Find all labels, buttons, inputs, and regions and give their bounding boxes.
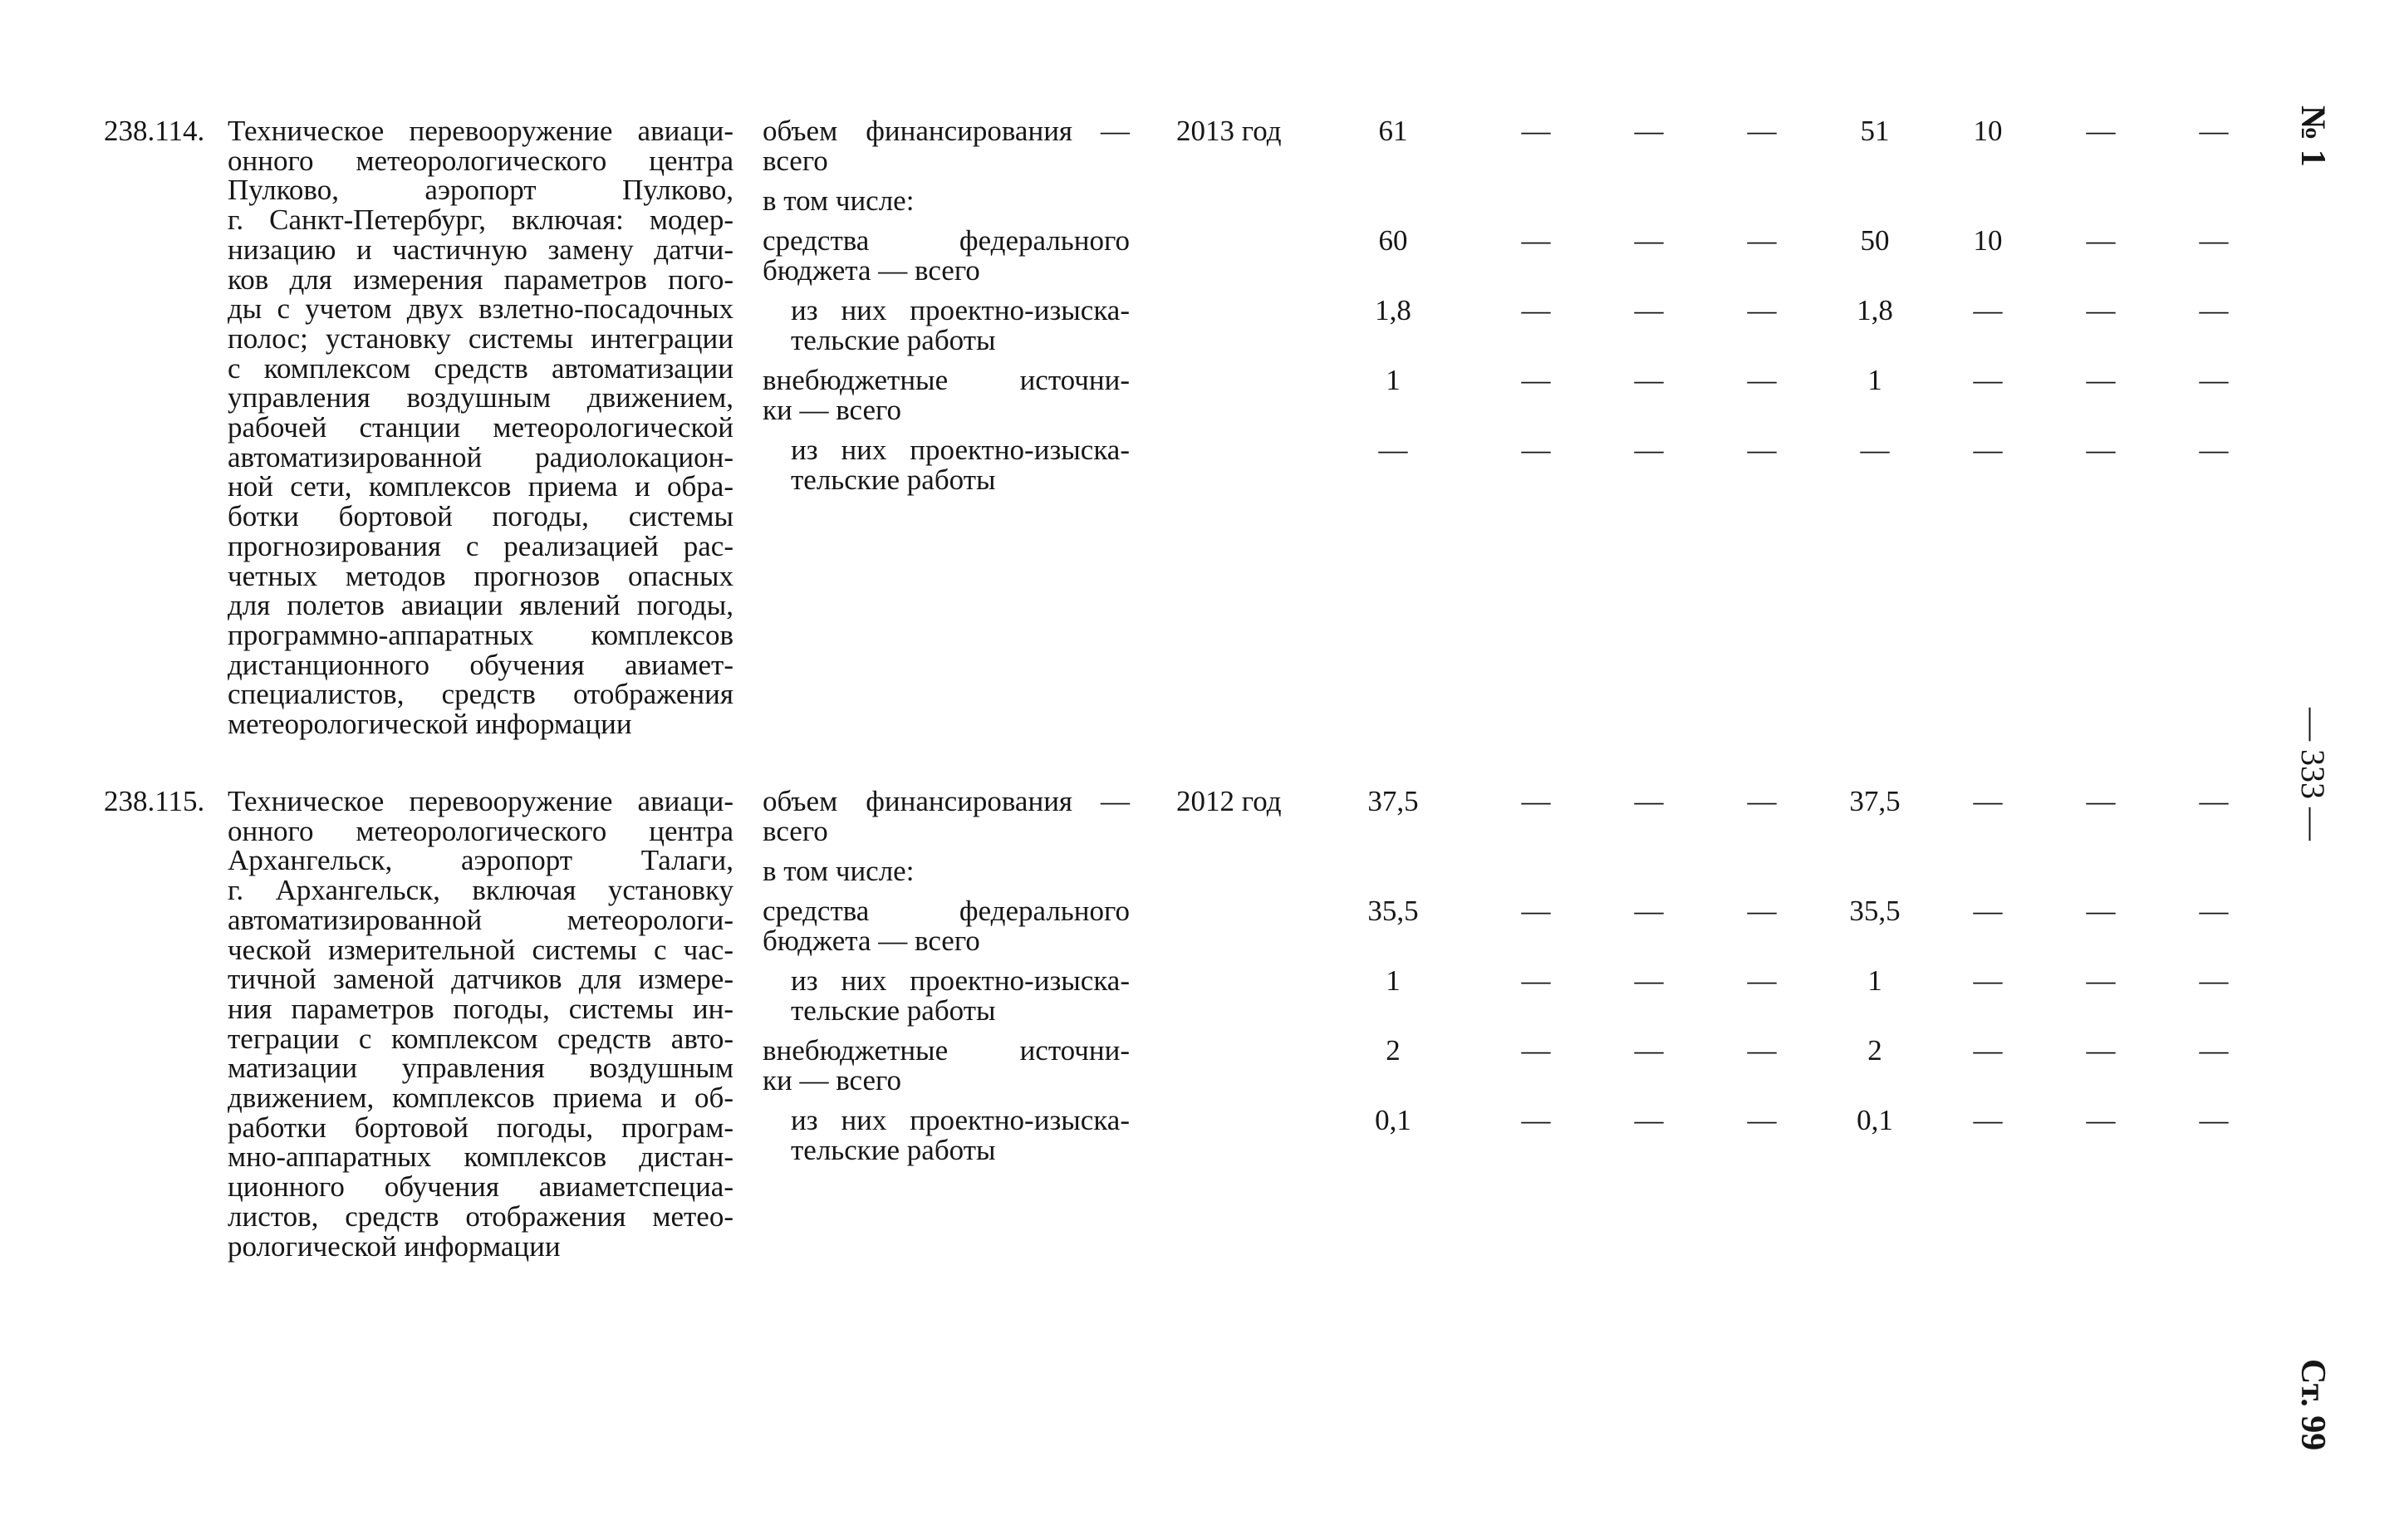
value-cell: — bbox=[1747, 1033, 1777, 1067]
value-cell: — bbox=[2199, 785, 2229, 817]
value-cell: 51 bbox=[1860, 115, 1890, 147]
value-cell: — bbox=[1747, 964, 1777, 998]
value-cell: — bbox=[2199, 964, 2229, 998]
value-cell: — bbox=[1747, 1103, 1777, 1136]
financing-list bbox=[0, 116, 2404, 494]
value-cell: — bbox=[1973, 294, 2003, 327]
value-cell: — bbox=[1378, 433, 1408, 466]
financing-label bbox=[763, 856, 1130, 886]
value-cell: — bbox=[2086, 1033, 2116, 1067]
description-line: дистанционного обучения авиамет- bbox=[228, 648, 733, 681]
description-line: г. Санкт-Петербург, включая: модер- bbox=[228, 204, 733, 237]
article-label: Ст. 99 bbox=[2294, 1359, 2332, 1451]
financing-item bbox=[0, 435, 2404, 494]
description-line: рабочей станции метеорологической bbox=[228, 411, 733, 444]
financing-list bbox=[0, 787, 2404, 1165]
value-cell: — bbox=[1634, 785, 1664, 817]
financing-item bbox=[0, 963, 2404, 1027]
value-cell: 1,8 bbox=[1375, 294, 1411, 327]
financing-item bbox=[0, 856, 2404, 886]
value-cell: — bbox=[2086, 115, 2116, 147]
description-line: для полетов авиации явлений погоды, bbox=[228, 589, 733, 622]
description-line: полос; установку системы интеграции bbox=[228, 321, 733, 355]
description-line: онного метеорологического центра bbox=[228, 814, 733, 847]
value-cell: — bbox=[2199, 224, 2229, 257]
description-line: управления воздушным движением, bbox=[228, 381, 733, 414]
description-line: ной сети, комплексов приема и обра- bbox=[228, 470, 733, 503]
value-cell: 1 bbox=[1867, 964, 1882, 998]
financing-item bbox=[0, 1103, 2404, 1166]
value-cell: — bbox=[1747, 294, 1777, 327]
value-cell: 1 bbox=[1867, 363, 1882, 396]
financing-label-line: тельские работы bbox=[791, 1133, 996, 1166]
value-cell: — bbox=[1634, 433, 1664, 466]
description-line: Пулково, аэропорт Пулково, bbox=[228, 174, 733, 207]
value-cell: — bbox=[2086, 224, 2116, 257]
value-cell: 1 bbox=[1386, 363, 1401, 396]
value-cell: — bbox=[1747, 363, 1777, 396]
financing-label-line: внебюджетные источни- bbox=[763, 363, 1130, 396]
financing-year: 2012 год bbox=[1176, 785, 1282, 817]
value-cell: — bbox=[2086, 785, 2116, 817]
financing-label bbox=[791, 1103, 1130, 1166]
page-number: — 333 — bbox=[2294, 708, 2332, 841]
description-line: матизации управления воздушным bbox=[228, 1052, 733, 1085]
financing-label-line: тельские работы bbox=[791, 993, 996, 1027]
financing-label bbox=[791, 966, 1130, 1025]
financing-label-line: всего bbox=[763, 814, 828, 847]
description-line: программно-аппаратных комплексов bbox=[228, 618, 733, 651]
financing-label-line: средства федерального bbox=[763, 224, 1130, 257]
financing-label-line: объем финансирования — bbox=[763, 115, 1130, 147]
value-cell: 37,5 bbox=[1367, 785, 1419, 817]
value-cell: — bbox=[1860, 433, 1890, 466]
description-line: рологической информации bbox=[228, 1229, 561, 1263]
entry-number: 238.114. bbox=[104, 115, 205, 147]
value-cell: — bbox=[2199, 294, 2229, 327]
description-line: ды с учетом двух взлетно-посадочных bbox=[228, 292, 733, 326]
value-cell: — bbox=[2086, 294, 2116, 327]
financing-label-line: всего bbox=[763, 144, 828, 177]
value-cell: — bbox=[1973, 1103, 2003, 1136]
financing-label-line: ки — всего bbox=[763, 393, 902, 426]
financing-item bbox=[0, 365, 2404, 424]
value-cell: — bbox=[1973, 363, 2003, 396]
value-cell: — bbox=[1521, 1103, 1551, 1136]
value-cell: 37,5 bbox=[1849, 785, 1901, 817]
value-cell: — bbox=[1521, 895, 1551, 928]
financing-label-line: тельские работы bbox=[791, 463, 996, 496]
value-cell: — bbox=[1747, 115, 1777, 147]
value-cell: 61 bbox=[1378, 115, 1408, 147]
value-cell: — bbox=[1521, 294, 1551, 327]
financing-label bbox=[763, 896, 1130, 955]
value-cell: 60 bbox=[1378, 224, 1408, 257]
issue-label: № 1 bbox=[2294, 105, 2332, 167]
description-line: мно-аппаратных комплексов дистан- bbox=[228, 1140, 733, 1174]
description-line: с комплексом средств автоматизации bbox=[228, 351, 733, 385]
description-line: теграции с комплексом средств авто- bbox=[228, 1022, 733, 1055]
financing-item bbox=[0, 896, 2404, 955]
value-cell: 2 bbox=[1386, 1033, 1401, 1067]
financing-item bbox=[0, 292, 2404, 356]
value-cell: — bbox=[1634, 294, 1664, 327]
description-line: ков для измерения параметров пого- bbox=[228, 262, 733, 296]
description-line: метеорологической информации bbox=[228, 708, 632, 741]
financing-item bbox=[0, 186, 2404, 216]
value-cell: — bbox=[1634, 1033, 1664, 1067]
financing-label-line: из них проектно-изыска- bbox=[791, 1103, 1130, 1136]
description-line: ния параметров погоды, системы ин- bbox=[228, 992, 733, 1025]
value-cell: — bbox=[1634, 1103, 1664, 1136]
financing-label-line: средства федерального bbox=[763, 895, 1130, 928]
value-cell: — bbox=[2086, 433, 2116, 466]
financing-label-line: в том числе: bbox=[763, 184, 915, 217]
financing-label bbox=[763, 365, 1130, 424]
description-line: Техническое перевооружение авиаци- bbox=[228, 115, 733, 147]
financing-label bbox=[763, 186, 1130, 216]
description-line: специалистов, средств отображения bbox=[228, 678, 733, 711]
description-line: прогнозирования с реализацией рас- bbox=[228, 529, 733, 562]
value-cell: — bbox=[1521, 433, 1551, 466]
value-cell: — bbox=[1634, 115, 1664, 147]
value-cell: — bbox=[2199, 1103, 2229, 1136]
value-cell: — bbox=[1747, 433, 1777, 466]
description-line: листов, средств отображения метео- bbox=[228, 1199, 733, 1233]
financing-item bbox=[0, 226, 2404, 285]
financing-label bbox=[763, 787, 1130, 846]
financing-label-line: в том числе: bbox=[763, 854, 915, 887]
financing-label bbox=[763, 1033, 1130, 1096]
description-line: тичной заменой датчиков для измере- bbox=[228, 963, 733, 996]
description-line: работки бортовой погоды, програм- bbox=[228, 1111, 733, 1144]
value-cell: — bbox=[1973, 964, 2003, 998]
value-cell: — bbox=[1973, 895, 2003, 928]
value-cell: — bbox=[1521, 115, 1551, 147]
value-cell: — bbox=[1747, 224, 1777, 257]
value-cell: — bbox=[1634, 224, 1664, 257]
description-line: ционного обучения авиаметспециа- bbox=[228, 1170, 733, 1204]
value-cell: 1,8 bbox=[1857, 294, 1893, 327]
financing-label bbox=[791, 296, 1130, 355]
value-cell: 50 bbox=[1860, 224, 1890, 257]
description-line: четных методов прогнозов опасных bbox=[228, 559, 733, 592]
value-cell: — bbox=[1973, 785, 2003, 817]
value-cell: — bbox=[2199, 115, 2229, 147]
financing-label-line: бюджета — всего bbox=[763, 253, 980, 287]
value-cell: 0,1 bbox=[1857, 1103, 1893, 1136]
financing-item bbox=[0, 1033, 2404, 1096]
value-cell: — bbox=[1634, 363, 1664, 396]
description-line: автоматизированной радиолокацион- bbox=[228, 440, 733, 473]
description-line: г. Архангельск, включая установку bbox=[228, 874, 733, 907]
value-cell: 35,5 bbox=[1849, 895, 1901, 928]
value-cell: — bbox=[1521, 363, 1551, 396]
value-cell: — bbox=[2086, 895, 2116, 928]
value-cell: — bbox=[1521, 224, 1551, 257]
financing-label-line: объем финансирования — bbox=[763, 785, 1130, 817]
value-cell: — bbox=[1747, 895, 1777, 928]
description-line: Архангельск, аэропорт Талаги, bbox=[228, 844, 733, 877]
value-cell: — bbox=[2086, 1103, 2116, 1136]
financing-item bbox=[0, 116, 2404, 175]
financing-label-line: из них проектно-изыска- bbox=[791, 964, 1130, 998]
description-line: Техническое перевооружение авиаци- bbox=[228, 785, 733, 817]
financing-label-line: бюджета — всего bbox=[763, 924, 980, 957]
financing-label-line: ки — всего bbox=[763, 1063, 902, 1096]
value-cell: — bbox=[1747, 785, 1777, 817]
financing-label bbox=[763, 226, 1130, 285]
financing-label-line: внебюджетные источни- bbox=[763, 1033, 1130, 1067]
value-cell: 10 bbox=[1973, 115, 2003, 147]
value-cell: 2 bbox=[1867, 1033, 1882, 1067]
value-cell: 10 bbox=[1973, 224, 2003, 257]
financing-year: 2013 год bbox=[1176, 115, 1282, 147]
value-cell: — bbox=[2086, 363, 2116, 396]
value-cell: — bbox=[1634, 964, 1664, 998]
value-cell: — bbox=[1521, 785, 1551, 817]
description-line: автоматизированной метеорологи- bbox=[228, 903, 733, 936]
financing-label-line: из них проектно-изыска- bbox=[791, 294, 1130, 327]
value-cell: — bbox=[2199, 895, 2229, 928]
description-line: низацию и частичную замену датчи- bbox=[228, 233, 733, 266]
financing-label-line: из них проектно-изыска- bbox=[791, 433, 1130, 466]
value-cell: — bbox=[1634, 895, 1664, 928]
description-line: движением, комплексов приема и об- bbox=[228, 1081, 733, 1115]
value-cell: — bbox=[2199, 1033, 2229, 1067]
value-cell: 1 bbox=[1386, 964, 1401, 998]
financing-item bbox=[0, 787, 2404, 846]
value-cell: — bbox=[1973, 1033, 2003, 1067]
value-cell: — bbox=[1521, 964, 1551, 998]
value-cell: 35,5 bbox=[1367, 895, 1419, 928]
value-cell: 0,1 bbox=[1375, 1103, 1411, 1136]
description-line: онного метеорологического центра bbox=[228, 144, 733, 177]
entry-number: 238.115. bbox=[104, 785, 205, 817]
financing-label bbox=[791, 435, 1130, 494]
value-cell: — bbox=[2199, 363, 2229, 396]
value-cell: — bbox=[1521, 1033, 1551, 1067]
value-cell: — bbox=[1973, 433, 2003, 466]
value-cell: — bbox=[2086, 964, 2116, 998]
financing-label-line: тельские работы bbox=[791, 323, 996, 356]
financing-label bbox=[763, 116, 1130, 175]
value-cell: — bbox=[2199, 433, 2229, 466]
description-line: ботки бортовой погоды, системы bbox=[228, 500, 733, 533]
description-line: ческой измерительной системы с час- bbox=[228, 933, 733, 966]
